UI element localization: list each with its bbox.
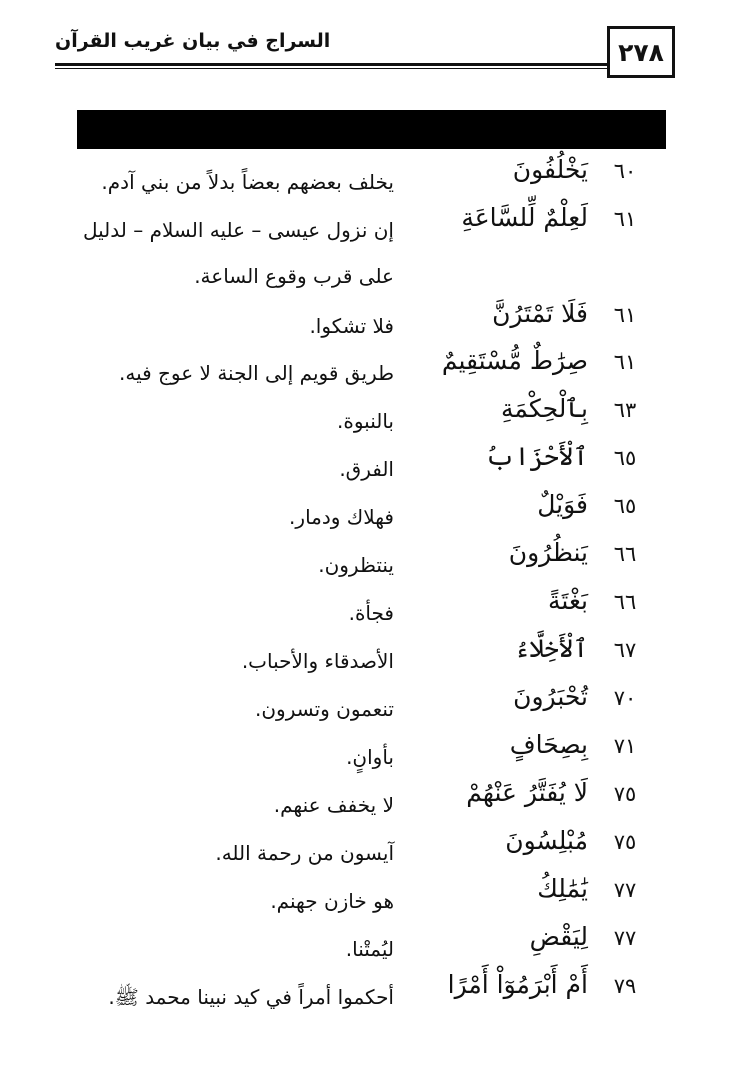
word-meaning: آيسون من رحمة الله. [215, 841, 394, 865]
quran-word: أَمْ أَبْرَمُوٓاْ أَمْرًا [447, 970, 588, 999]
verse-number: ٧٧ [613, 926, 637, 950]
word-meaning: لا يخفف عنهم. [273, 793, 394, 817]
verse-number: ٦٣ [613, 398, 637, 422]
verse-number: ٦٦ [613, 542, 637, 566]
verse-number: ٧٧ [613, 878, 637, 902]
word-meaning: بأوانٍ. [346, 745, 394, 769]
verse-number: ٧٩ [613, 974, 637, 998]
verse-number: ٦١ [613, 350, 637, 374]
quran-word: يَنظُرُونَ [508, 538, 588, 567]
quran-word: صِرَٰطٌ مُّسْتَقِيمٌ [441, 346, 588, 375]
quran-word: يَٰمَٰلِكُ [537, 874, 588, 903]
quran-word: يَخْلُفُونَ [512, 155, 588, 184]
quran-word: بَغْتَةً [548, 586, 588, 615]
verse-number: ٦٠ [613, 159, 637, 183]
word-meaning: فهلاك ودمار. [289, 505, 394, 529]
quran-word: بِٱلْحِكْمَةِ [500, 394, 588, 423]
page-header [55, 26, 675, 86]
word-meaning: فجأة. [348, 601, 394, 625]
quran-word: لَا يُفَتَّرُ عَنْهُمْ [466, 778, 588, 807]
header-rule-thick [55, 63, 608, 66]
verse-number: ٧٥ [613, 830, 637, 854]
verse-number: ٦١ [613, 303, 637, 327]
section-bar [77, 110, 666, 149]
word-meaning: إن نزول عيسى – عليه السلام – لدليل على قرب وقوع الساعة. [82, 218, 394, 288]
word-meaning: الفرق. [339, 457, 394, 481]
word-meaning: تنعمون وتسرون. [255, 697, 394, 721]
verse-number: ٦٦ [613, 590, 637, 614]
verse-number: ٦٥ [613, 494, 637, 518]
quran-word: ٱلْأَخِلَّاءُ [514, 634, 588, 663]
verse-number: ٧١ [613, 734, 637, 758]
header-rule-thin [55, 68, 608, 69]
verse-number: ٧٠ [613, 686, 637, 710]
quran-word: لَعِلْمٌ لِّلسَّاعَةِ [461, 203, 588, 232]
quran-word: ٱلْأَحْزَابُ [485, 442, 588, 471]
word-meaning: أحكموا أمراً في كيد نبينا محمد ﷺ. [108, 985, 394, 1009]
quran-word: مُبْلِسُونَ [505, 826, 588, 855]
quran-word: لِيَقْضِ [529, 922, 588, 951]
verse-number: ٦٥ [613, 446, 637, 470]
word-meaning: فلا تشكوا. [309, 314, 394, 338]
book-title: السراج في بيان غريب القرآن [55, 30, 331, 52]
word-meaning: هو خازن جهنم. [270, 889, 394, 913]
quran-word: بِصِحَافٍ [509, 730, 588, 759]
word-meaning: طريق قويم إلى الجنة لا عوج فيه. [118, 361, 394, 385]
quran-word: فَلَا تَمْتَرُنَّ [492, 299, 588, 328]
page-number: ٢٧٨ [607, 26, 675, 78]
word-meaning: يخلف بعضهم بعضاً بدلاً من بني آدم. [101, 170, 394, 194]
verse-number: ٦٧ [613, 638, 637, 662]
word-meaning: ينتظرون. [318, 553, 394, 577]
verse-number: ٦١ [613, 207, 637, 231]
word-meaning: ليُمتْنا. [345, 937, 394, 961]
quran-word: تُحْبَرُونَ [513, 682, 588, 711]
word-meaning: الأصدقاء والأحباب. [241, 649, 394, 673]
verse-number: ٧٥ [613, 782, 637, 806]
quran-word: فَوَيْلٌ [537, 490, 588, 519]
word-meaning: بالنبوة. [337, 409, 394, 433]
